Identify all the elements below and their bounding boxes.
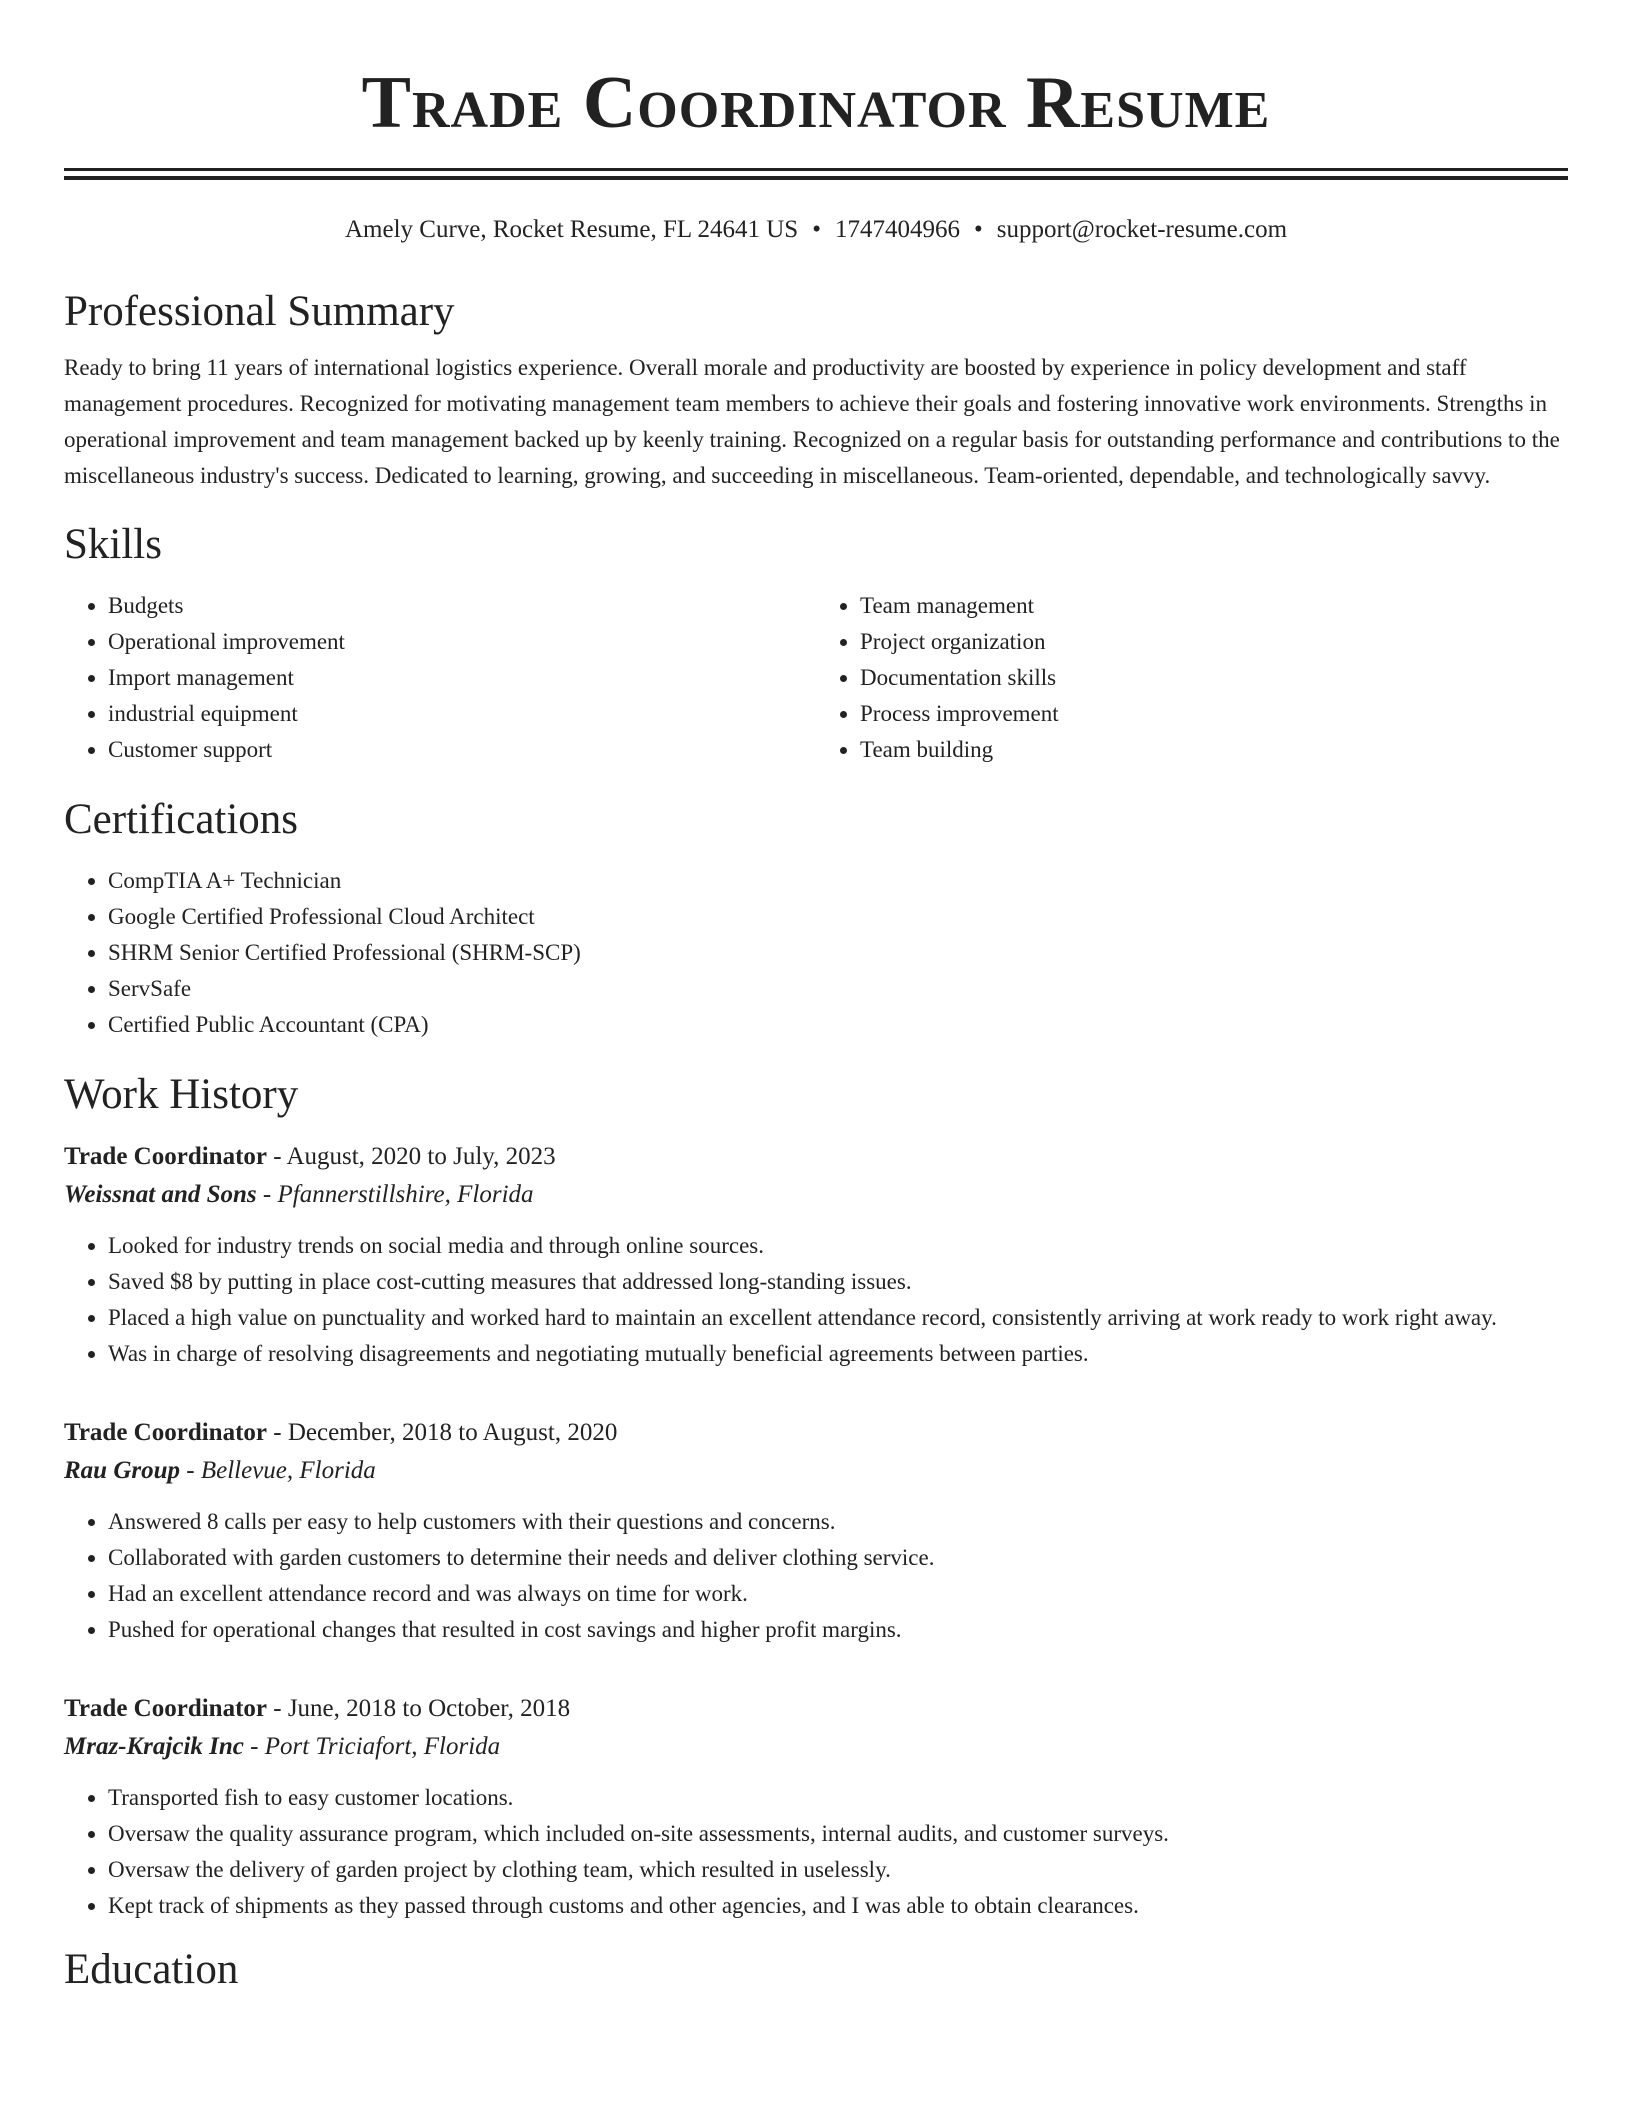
education-section [64,1944,1568,1996]
job-duty: • Placed a high value on punctuality and worked hard to maintain an excellent attendance record, consistently arriving at work ready to work right away. [108,1300,1568,1336]
certification-item: • CompTIA A+ Technician [108,863,1568,899]
job-duty: • Oversaw the delivery of garden project by clothing team, which resulted in uselessly. [108,1852,1568,1888]
skills-list-right [816,588,1568,768]
job-duty: • Had an excellent attendance record and was always on time for work. [108,1576,1568,1612]
job-location: - Pfannerstillshire, Florida [256,1181,534,1208]
certification-item: • ServSafe [108,971,1568,1007]
skill-item: • Project organization [860,624,1568,660]
job-duties-list [64,1228,1568,1372]
section-heading: Work History [64,1071,299,1118]
skill-item: • Operational improvement [108,624,816,660]
job-company-line [64,1728,1568,1766]
skill-item: • Documentation skills [860,660,1568,696]
section-heading: Education [64,1946,239,1993]
certification-item: • Certified Public Accountant (CPA) [108,1007,1568,1043]
job-duty: • Looked for industry trends on social media and through online sources. [108,1228,1568,1264]
job-company: Mraz-Krajcik Inc [64,1733,244,1760]
job-title: Trade Coordinator [64,1695,267,1722]
section-heading: Certifications [64,796,299,843]
certification-item: • Google Certified Professional Cloud Architect [108,899,1568,935]
job-duty: • Answered 8 calls per easy to help customers with their questions and concerns. [108,1504,1568,1540]
contact-address: Amely Curve, Rocket Resume, FL 24641 US [344,216,799,243]
job-duty: • Kept track of shipments as they passed through customs and other agencies, and I was able to obtain clearances. [108,1888,1568,1924]
skill-item: • Team building [860,732,1568,768]
job-duty: • Saved $8 by putting in place cost-cutting measures that addressed long-standing issues. [108,1264,1568,1300]
job-company: Weissnat and Sons [64,1181,257,1208]
skill-item: • industrial equipment [108,696,816,732]
job-entry [64,1690,1568,1924]
job-title: Trade Coordinator [64,1419,267,1446]
contact-email: support@rocket-resume.com [996,216,1288,243]
job-duties-list [64,1504,1568,1648]
job-entry [64,1414,1568,1648]
job-duty: • Transported fish to easy customer locations. [108,1780,1568,1816]
contact-line [64,214,1568,246]
job-company: Rau Group [64,1457,181,1484]
job-dates: - August, 2020 to July, 2023 [267,1143,556,1170]
job-title: Trade Coordinator [64,1143,267,1170]
certifications-section [64,794,1568,1043]
skills-list-left [64,588,816,768]
summary-text: Ready to bring 11 years of international logistics experience. Overall morale and productivity are boosted by experience in policy development and staff management procedures. Recognized for motivating management team members to achieve their goals and fostering innovative work environments. Strengths in operational improvement and team management backed up by keenly training. Recognized on a regular basis for outstanding performance and contributions to the miscellaneous industry's success. Dedicated to learning, growing, and succeeding in miscellaneous. Team-oriented, dependable, and technologically savvy. [64,355,1560,488]
job-company-line [64,1176,1568,1214]
skill-item: • Budgets [108,588,816,624]
skill-item: • Process improvement [860,696,1568,732]
job-company-line [64,1452,1568,1490]
job-duties-list [64,1780,1568,1924]
skill-item: • Customer support [108,732,816,768]
contact-separator: • [973,216,983,243]
work-history-section [64,1069,1568,1924]
job-entry [64,1138,1568,1372]
section-heading: Skills [64,521,162,568]
job-title-line [64,1138,1568,1176]
skills-columns [64,588,1568,768]
resume-title: Trade Coordinator Resume [361,62,1271,144]
skills-section [64,519,1568,768]
skill-item: • Import management [108,660,816,696]
job-duty: • Pushed for operational changes that resulted in cost savings and higher profit margins. [108,1612,1568,1648]
job-location: - Bellevue, Florida [180,1457,376,1484]
job-title-line [64,1690,1568,1728]
job-dates: - December, 2018 to August, 2020 [267,1419,618,1446]
certification-item: • SHRM Senior Certified Professional (SHRM-SCP) [108,935,1568,971]
title-rule-bottom [64,176,1568,180]
job-duty: • Oversaw the quality assurance program, which included on-site assessments, internal audits, and customer surveys. [108,1816,1568,1852]
contact-phone: 1747404966 [834,216,960,243]
job-duty: • Was in charge of resolving disagreements and negotiating mutually beneficial agreements between parties. [108,1336,1568,1372]
job-dates: - June, 2018 to October, 2018 [267,1695,571,1722]
section-heading: Professional Summary [64,288,455,335]
job-title-line [64,1414,1568,1452]
job-duty: • Collaborated with garden customers to determine their needs and deliver clothing service. [108,1540,1568,1576]
professional-summary-section [64,286,1568,494]
certifications-list [64,863,1568,1043]
job-location: - Port Triciafort, Florida [243,1733,501,1760]
skill-item: • Team management [860,588,1568,624]
title-rule-top [64,168,1568,171]
contact-separator: • [812,216,821,243]
